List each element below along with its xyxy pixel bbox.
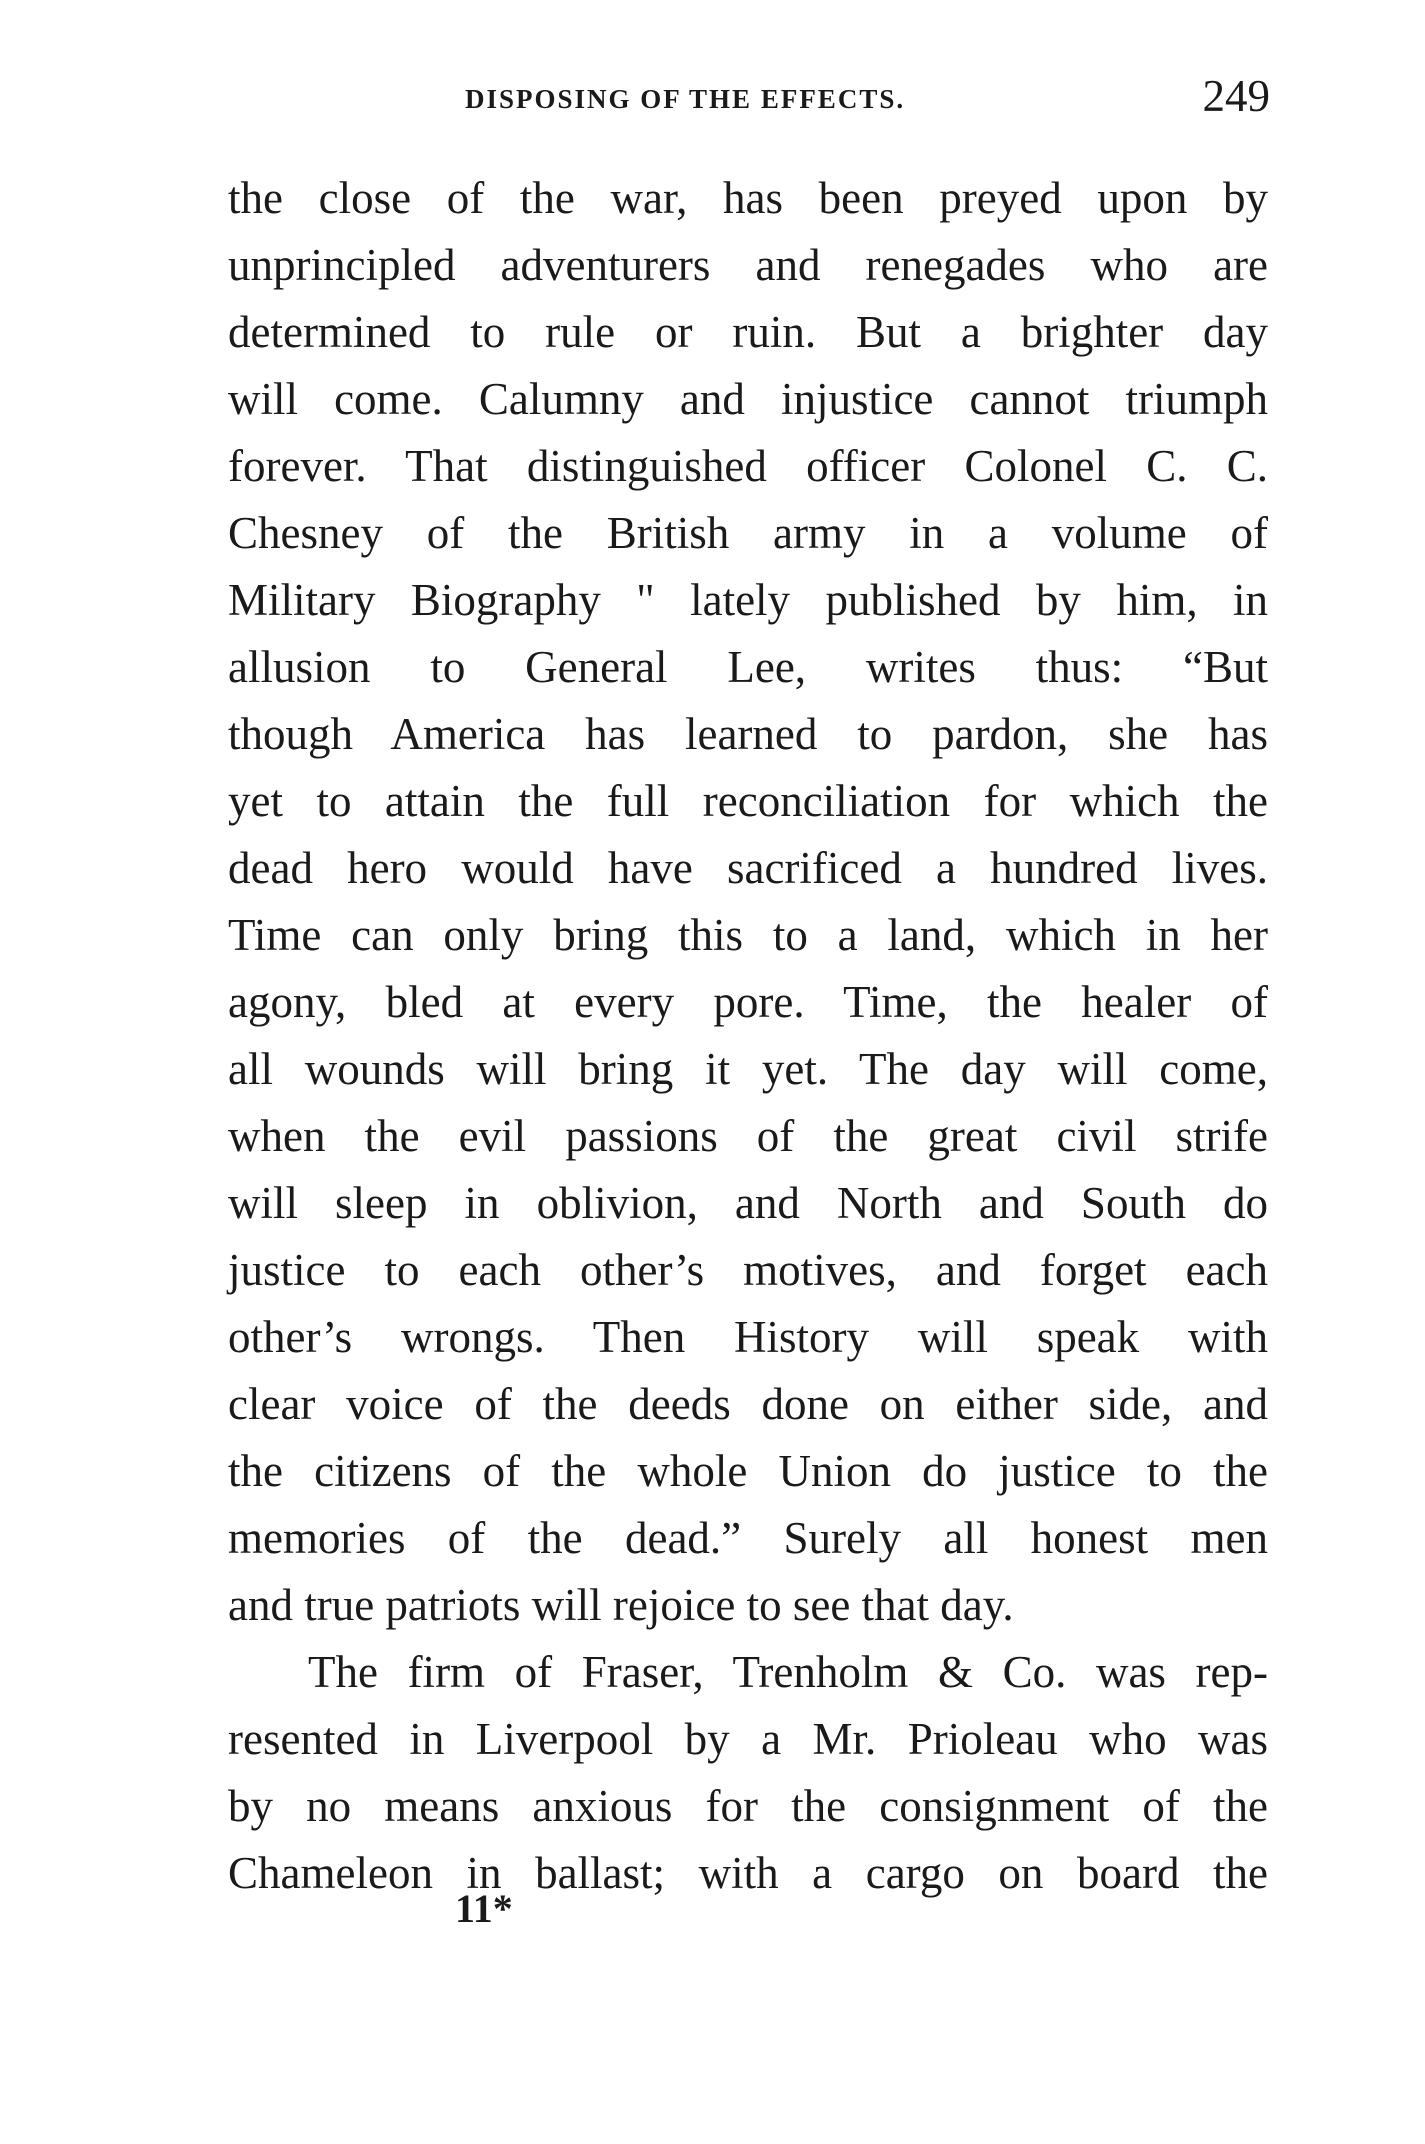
text-line: will come. Calumny and injustice cannot triumph bbox=[228, 374, 1268, 424]
body-text bbox=[228, 165, 1268, 1907]
running-title: DISPOSING OF THE EFFECTS. bbox=[465, 84, 906, 114]
text-line: allusion to General Lee, writes thus: “But bbox=[228, 642, 1268, 692]
text-line: the close of the war, has been preyed upon by bbox=[228, 173, 1268, 223]
text-line: though America has learned to pardon, she has bbox=[228, 709, 1268, 759]
signature-mark: 11* bbox=[455, 1886, 513, 1931]
text-line: clear voice of the deeds done on either side, and bbox=[228, 1379, 1268, 1429]
text-line: Time can only bring this to a land, which in her bbox=[228, 910, 1268, 960]
text-line: the citizens of the whole Union do justice to the bbox=[228, 1446, 1268, 1496]
text-line: unprincipled adventurers and renegades who are bbox=[228, 240, 1268, 290]
running-head bbox=[225, 70, 1270, 130]
text-line: all wounds will bring it yet. The day will come, bbox=[228, 1044, 1268, 1094]
text-line: Chameleon in ballast; with a cargo on board the bbox=[228, 1848, 1268, 1898]
text-line: dead hero would have sacrificed a hundred lives. bbox=[228, 843, 1268, 893]
text-line: Chesney of the British army in a volume of bbox=[228, 508, 1268, 558]
text-line: forever. That distinguished officer Colonel C. C. bbox=[228, 441, 1268, 491]
text-line: and true patriots will rejoice to see that day. bbox=[228, 1580, 1014, 1630]
text-line: yet to attain the full reconciliation for which the bbox=[228, 776, 1268, 826]
text-line: determined to rule or ruin. But a brighter day bbox=[228, 307, 1268, 357]
text-line: by no means anxious for the consignment of the bbox=[228, 1781, 1268, 1831]
paragraph-first-line: The firm of Fraser, Trenholm & Co. was rep- bbox=[308, 1647, 1268, 1697]
text-line: resented in Liverpool by a Mr. Prioleau who was bbox=[228, 1714, 1268, 1764]
text-line: other’s wrongs. Then History will speak with bbox=[228, 1312, 1268, 1362]
text-line: Military Biography " lately published by him, in bbox=[228, 575, 1268, 625]
text-line: when the evil passions of the great civil strife bbox=[228, 1111, 1268, 1161]
text-line: justice to each other’s motives, and forget each bbox=[228, 1245, 1268, 1295]
text-line: memories of the dead.” Surely all honest men bbox=[228, 1513, 1268, 1563]
text-line: agony, bled at every pore. Time, the healer of bbox=[228, 977, 1268, 1027]
text-line: will sleep in oblivion, and North and South do bbox=[228, 1178, 1268, 1228]
page-number: 249 bbox=[1202, 71, 1270, 121]
